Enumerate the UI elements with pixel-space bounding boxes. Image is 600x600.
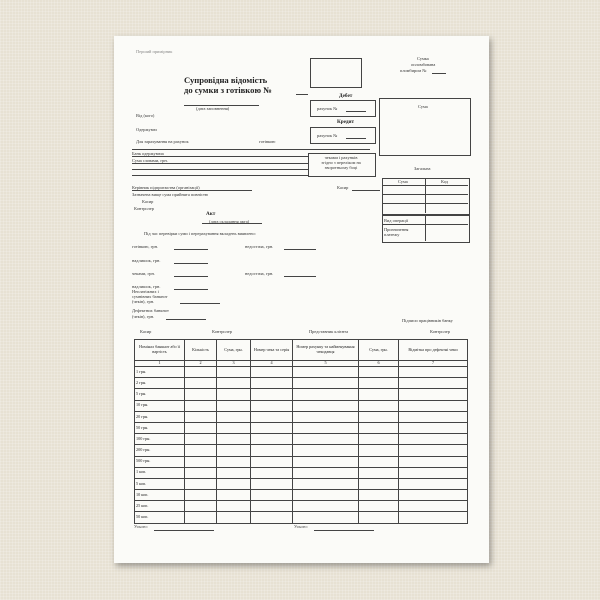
code-table-sum-header: Сума [398, 179, 408, 184]
bank-top-line [132, 149, 370, 150]
shortage-uah-label: недостача, грн. [245, 244, 274, 249]
table-cell[interactable] [293, 501, 359, 512]
table-cell[interactable] [359, 422, 399, 433]
sum-label: Сума [418, 104, 428, 109]
denomination-cell: 1 коп. [135, 467, 185, 478]
table-cell[interactable] [399, 490, 468, 501]
code-table-code-header: Код [441, 179, 449, 184]
denomination-cell: 2 грн. [135, 378, 185, 389]
table-cell[interactable] [399, 456, 468, 467]
table-cell[interactable] [293, 400, 359, 411]
bank-label: Банк одержувача [132, 151, 164, 156]
credit-account-label: рахунок № [317, 133, 338, 138]
table-cell[interactable] [359, 400, 399, 411]
sum-words-line-1[interactable] [132, 163, 308, 164]
table-cell[interactable] [293, 434, 359, 445]
table-cell[interactable] [217, 422, 251, 433]
table-cell[interactable] [359, 378, 399, 389]
table-cell[interactable] [185, 411, 217, 422]
sig-client: Представник клієнта [309, 329, 349, 334]
table-cell[interactable] [399, 400, 468, 411]
table-cell[interactable] [293, 490, 359, 501]
debit-account-label: рахунок № [317, 106, 338, 111]
code-table-row-line [382, 203, 468, 204]
table-cell[interactable] [251, 434, 293, 445]
sum-words-label: Сума cловами, грн. [132, 158, 168, 163]
denomination-cell: 100 грн. [135, 434, 185, 445]
table-cell[interactable] [399, 411, 468, 422]
surplus-uah-2-label: надлишок, грн. [132, 284, 161, 289]
credit-account-label: Для зарахування на рахунок [136, 139, 189, 144]
sig-cashier: Касир [140, 329, 152, 334]
table-cell[interactable] [399, 478, 468, 489]
table-cell[interactable] [217, 467, 251, 478]
table-cell[interactable] [185, 367, 217, 378]
header-quantity: Кількість [185, 340, 217, 361]
header-sum: Сума, грн. [217, 340, 251, 361]
counterfeit-label-1: Неплатіжних і [132, 289, 159, 294]
cheques-note-1: чеками і рахунків [324, 155, 358, 160]
col-number: 7 [399, 361, 468, 367]
table-cell[interactable] [293, 512, 359, 523]
table-cell[interactable] [359, 445, 399, 456]
sig-controller: Контролер [212, 329, 232, 334]
table-cell[interactable] [185, 456, 217, 467]
table-cell[interactable] [399, 389, 468, 400]
counterfeit-line[interactable] [180, 303, 220, 304]
table-row [135, 378, 468, 389]
debit-label: Дебет [339, 93, 353, 99]
denomination-cell: 5 грн. [135, 389, 185, 400]
table-cell[interactable] [359, 411, 399, 422]
table-cell[interactable] [359, 490, 399, 501]
code-table-head-line [382, 185, 468, 186]
table-cell[interactable] [251, 422, 293, 433]
table-cell[interactable] [217, 490, 251, 501]
operation-divider [425, 215, 426, 241]
table-cell[interactable] [217, 378, 251, 389]
table-cell[interactable] [251, 478, 293, 489]
table-cell[interactable] [185, 378, 217, 389]
cheques-uah-line[interactable] [174, 276, 208, 277]
table-row [135, 422, 468, 433]
table-cell[interactable] [399, 501, 468, 512]
defective-line[interactable] [166, 319, 206, 320]
table-cell[interactable] [251, 445, 293, 456]
table-cell[interactable] [359, 478, 399, 489]
total-left-line[interactable] [154, 530, 214, 531]
table-row [135, 467, 468, 478]
table-cell[interactable] [293, 478, 359, 489]
col-number: 6 [359, 361, 399, 367]
sum-words-line-2[interactable] [132, 169, 308, 170]
table-cell[interactable] [185, 490, 217, 501]
table-row [135, 434, 468, 445]
table-cell[interactable] [251, 367, 293, 378]
table-row [135, 512, 468, 523]
table-cell[interactable] [185, 512, 217, 523]
table-cell[interactable] [217, 478, 251, 489]
denomination-cell: 10 коп. [135, 490, 185, 501]
cashier-label: Касир [337, 185, 349, 190]
debit-account-line[interactable] [346, 111, 366, 112]
table-cell[interactable] [293, 422, 359, 433]
form-sheet [114, 36, 489, 563]
table-row [135, 389, 468, 400]
denomination-cell: 50 коп. [135, 512, 185, 523]
total-right: Усього: [294, 524, 308, 529]
table-cell[interactable] [293, 389, 359, 400]
cheques-note-3: зворотньому боці [324, 165, 358, 170]
header-denomination: Номінал банкнот або її вартість [135, 340, 185, 361]
header-sum-2: Сума, грн. [359, 340, 399, 361]
table-cell[interactable] [399, 467, 468, 478]
date-caption: (дата заповнення) [196, 106, 230, 111]
seal-number-line[interactable] [432, 73, 446, 74]
table-cell[interactable] [251, 411, 293, 422]
denomination-cell: 25 коп. [135, 501, 185, 512]
table-cell[interactable] [359, 389, 399, 400]
bank-line[interactable] [132, 156, 308, 157]
bag-sealed-label: опломбована [411, 62, 436, 67]
cheques-uah-label: чеками, грн. [132, 271, 155, 276]
col-number: 5 [293, 361, 359, 367]
table-cell[interactable] [399, 434, 468, 445]
table-cell[interactable] [293, 378, 359, 389]
form-title: Супровідна відомість [184, 75, 268, 85]
table-cell[interactable] [217, 389, 251, 400]
table-cell[interactable] [217, 456, 251, 467]
payment-purpose-1: Призначення [384, 227, 409, 232]
table-cell[interactable] [399, 378, 468, 389]
cheques-note-2: згідно з переліком на [321, 160, 361, 165]
table-cell[interactable] [399, 445, 468, 456]
copy-label: Перший примірник [136, 49, 173, 54]
code-table[interactable] [382, 178, 470, 215]
col-number: 1 [135, 361, 185, 367]
code-table-divider [425, 178, 426, 213]
defective-label-1: Дефектних банкнот [132, 308, 169, 313]
shortage-uah-2-label: недостача, грн. [245, 271, 274, 276]
table-cell[interactable] [359, 367, 399, 378]
header-defective-mark: Відмітка про дефектні чеки [399, 340, 468, 361]
denomination-cell: 50 грн. [135, 422, 185, 433]
table-cell[interactable] [185, 400, 217, 411]
controller-label: Контролер [134, 206, 154, 211]
surplus-uah-label: надлишок, грн. [132, 258, 161, 263]
table-cell[interactable] [293, 367, 359, 378]
cash-label: готівкою [259, 139, 276, 144]
table-row [135, 445, 468, 456]
counterfeit-label-2: сумнівних банкнот [132, 294, 168, 299]
header-cheque-number: Номер чека та серія [251, 340, 293, 361]
cash-uah-line[interactable] [174, 249, 208, 250]
table-cell[interactable] [359, 501, 399, 512]
table-cell[interactable] [359, 512, 399, 523]
table-cell[interactable] [185, 478, 217, 489]
payment-purpose-2: платежу [384, 232, 400, 237]
total-right-line[interactable] [314, 530, 374, 531]
table-cell[interactable] [293, 467, 359, 478]
denomination-cell: 10 грн. [135, 400, 185, 411]
table-cell[interactable] [251, 501, 293, 512]
table-cell[interactable] [251, 400, 293, 411]
table-cell[interactable] [251, 467, 293, 478]
recipient-label: Одержувач [136, 127, 157, 132]
sum-words-line-3[interactable] [132, 175, 308, 176]
cashier-label-2: Касир [142, 199, 154, 204]
col-number: 3 [217, 361, 251, 367]
table-cell[interactable] [217, 434, 251, 445]
table-cell[interactable] [399, 512, 468, 523]
title-number-line[interactable] [296, 94, 308, 95]
table-row [135, 456, 468, 467]
table-cell[interactable] [251, 456, 293, 467]
table-cell[interactable] [251, 512, 293, 523]
table-cell[interactable] [217, 501, 251, 512]
recount-text: Під час перевірки суми і перерахування вкладень виявлено: [144, 231, 256, 236]
denomination-cell: 5 коп. [135, 478, 185, 489]
from-label: Від (кого) [136, 113, 155, 118]
head-signature-line[interactable] [132, 190, 252, 191]
table-cell[interactable] [293, 445, 359, 456]
cashier-signature-line[interactable] [352, 190, 380, 191]
bank-staff-signatures: Підписи працівників банку [402, 318, 453, 323]
denomination-cell: 200 грн. [135, 445, 185, 456]
stamp-box[interactable] [310, 58, 362, 88]
bag-label: Сумка [417, 56, 429, 61]
header-account-number: Номер рахунку та найменування чекодавця [293, 340, 359, 361]
credit-label: Кредит [337, 119, 355, 125]
table-cell[interactable] [251, 490, 293, 501]
table-cell[interactable] [251, 389, 293, 400]
act-date-caption: (дата складання акта) [209, 219, 250, 224]
seal-number-label: пломбиром № [400, 68, 427, 73]
total-label: Загальна [414, 166, 431, 171]
table-cell[interactable] [217, 367, 251, 378]
confirm-text: Зазначена вище сума прийнята повністю [132, 192, 209, 197]
table-cell[interactable] [217, 445, 251, 456]
denomination-cell: 500 грн. [135, 456, 185, 467]
col-number: 2 [185, 361, 217, 367]
table-row [135, 367, 468, 378]
table-cell[interactable] [399, 367, 468, 378]
operation-type-label: Вид операції [384, 218, 409, 223]
cash-uah-label: готівкою, грн. [132, 244, 159, 249]
denomination-cell: 20 грн. [135, 411, 185, 422]
table-cell[interactable] [359, 456, 399, 467]
table-cell[interactable] [293, 456, 359, 467]
defective-label-2: (чеків), грн. [132, 314, 155, 319]
table-cell[interactable] [185, 389, 217, 400]
denomination-table [134, 339, 468, 524]
counterfeit-label-3: (чеків), грн. [132, 299, 155, 304]
total-left: Усього: [134, 524, 148, 529]
table-cell[interactable] [293, 411, 359, 422]
table-cell[interactable] [185, 422, 217, 433]
table-cell[interactable] [217, 512, 251, 523]
table-cell[interactable] [217, 400, 251, 411]
surplus-uah-line[interactable] [174, 263, 208, 264]
head-signature-label: Керівник підприємства (організації) [132, 185, 200, 190]
table-cell[interactable] [359, 434, 399, 445]
code-table-row-line [382, 194, 468, 195]
table-cell[interactable] [399, 422, 468, 433]
shortage-uah-2-line[interactable] [284, 276, 316, 277]
table-row [135, 501, 468, 512]
table-row [135, 490, 468, 501]
act-title: Акт [206, 211, 216, 217]
form-title-number: до сумки з готівкою № [184, 85, 272, 95]
surplus-uah-2-line[interactable] [174, 289, 208, 290]
table-header-row [135, 340, 468, 361]
credit-account-line[interactable] [346, 138, 366, 139]
table-cell[interactable] [185, 445, 217, 456]
denomination-cell: 1 грн. [135, 367, 185, 378]
table-row [135, 411, 468, 422]
table-cell[interactable] [185, 434, 217, 445]
table-cell[interactable] [251, 378, 293, 389]
operation-row-line [382, 224, 468, 225]
col-number: 4 [251, 361, 293, 367]
table-cell[interactable] [185, 501, 217, 512]
sig-controller-2: Контролер [430, 329, 450, 334]
table-cell[interactable] [217, 411, 251, 422]
table-row [135, 478, 468, 489]
table-cell[interactable] [359, 467, 399, 478]
table-row [135, 400, 468, 411]
shortage-uah-line[interactable] [284, 249, 316, 250]
table-cell[interactable] [185, 467, 217, 478]
